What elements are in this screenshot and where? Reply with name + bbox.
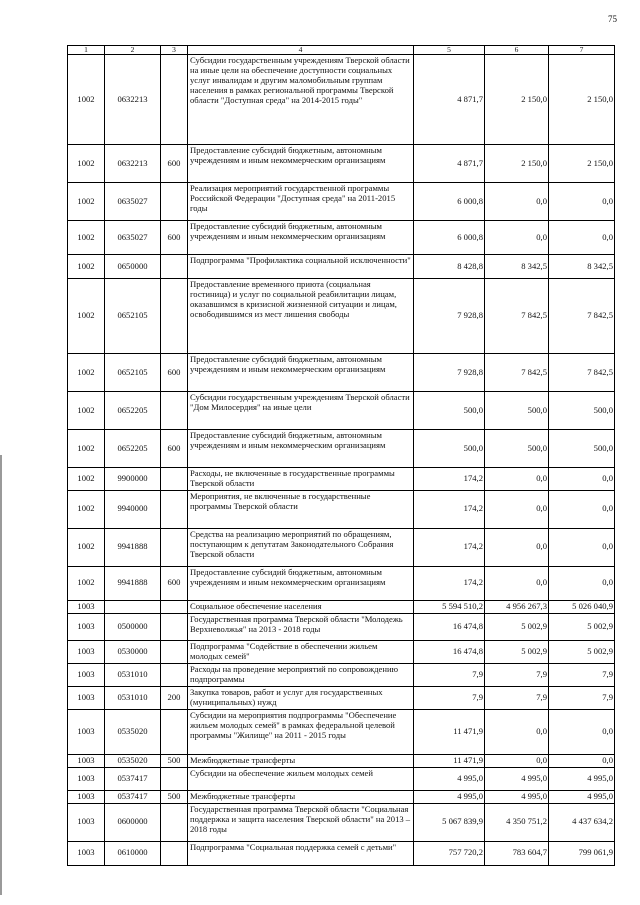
item-name: Субсидии на мероприятия подпрограммы "Обеспечение жильем молодых семей" в рамках федеральной целевой программы "Жилище" на 2011 - 2015 годы xyxy=(188,709,414,754)
header-col-7: 7 xyxy=(549,46,615,55)
item-name: Предоставление субсидий бюджетным, автономным учреждениям и иным некоммерческим организациям xyxy=(188,145,414,183)
section-code: 1002 xyxy=(68,430,105,468)
amount-col-5: 757 720,2 xyxy=(414,841,485,865)
amount-col-7: 500,0 xyxy=(549,392,615,430)
item-name: Предоставление субсидий бюджетным, автономным учреждениям и иным некоммерческим организациям xyxy=(188,566,414,600)
section-code: 1002 xyxy=(68,490,105,528)
target-article: 0635027 xyxy=(105,183,161,221)
header-col-5: 5 xyxy=(414,46,485,55)
target-article: 0535020 xyxy=(105,754,161,767)
section-code: 1003 xyxy=(68,686,105,709)
target-article: 0652205 xyxy=(105,392,161,430)
table-row xyxy=(68,528,615,566)
table-row xyxy=(68,55,615,145)
expense-type xyxy=(161,709,188,754)
item-name: Субсидии государственным учреждениям Тверской области на иные цели на обеспечение доступности социальных услуг инвалидам и другим маломобильным группам населения в рамках региональной программы Тверской области "Доступная среда" на 2014-2015 годы" xyxy=(188,55,414,145)
amount-col-7: 0,0 xyxy=(549,528,615,566)
item-name: Межбюджетные трансферты xyxy=(188,754,414,767)
amount-col-6: 4 350 751,2 xyxy=(485,803,549,841)
item-name: Предоставление субсидий бюджетным, автономным учреждениям и иным некоммерческим организациям xyxy=(188,430,414,468)
item-name: Реализация мероприятий государственной программы Российской Федерации "Доступная среда" на 2011-2015 годы xyxy=(188,183,414,221)
item-name: Закупка товаров, работ и услуг для государственных (муниципальных) нужд xyxy=(188,686,414,709)
header-col-2: 2 xyxy=(105,46,161,55)
amount-col-6: 8 342,5 xyxy=(485,255,549,279)
amount-col-5: 174,2 xyxy=(414,528,485,566)
header-col-1: 1 xyxy=(68,46,105,55)
amount-col-6: 783 604,7 xyxy=(485,841,549,865)
section-code: 1003 xyxy=(68,803,105,841)
item-name: Субсидии государственным учреждениям Тверской области "Дом Милосердия" на иные цели xyxy=(188,392,414,430)
header-col-3: 3 xyxy=(161,46,188,55)
table-row xyxy=(68,255,615,279)
amount-col-6: 7,9 xyxy=(485,686,549,709)
item-name: Средства на реализацию мероприятий по обращениям, поступающим к депутатам Законодательного Собрания Тверской области xyxy=(188,528,414,566)
section-code: 1003 xyxy=(68,600,105,613)
item-name: Мероприятия, не включенные в государственные программы Тверской области xyxy=(188,490,414,528)
amount-col-7: 5 002,9 xyxy=(549,640,615,663)
amount-col-7: 7,9 xyxy=(549,663,615,686)
page-number: 75 xyxy=(608,14,617,24)
amount-col-6: 0,0 xyxy=(485,528,549,566)
amount-col-7: 0,0 xyxy=(549,468,615,491)
table-row xyxy=(68,640,615,663)
amount-col-7: 5 002,9 xyxy=(549,613,615,640)
table-row xyxy=(68,709,615,754)
section-code: 1002 xyxy=(68,279,105,354)
amount-col-7: 0,0 xyxy=(549,709,615,754)
table-row xyxy=(68,803,615,841)
amount-col-7: 5 026 040,9 xyxy=(549,600,615,613)
amount-col-7: 7,9 xyxy=(549,686,615,709)
amount-col-5: 6 000,8 xyxy=(414,221,485,255)
target-article: 0650000 xyxy=(105,255,161,279)
expense-type: 600 xyxy=(161,566,188,600)
amount-col-6: 0,0 xyxy=(485,566,549,600)
amount-col-5: 7 928,8 xyxy=(414,279,485,354)
expense-type: 500 xyxy=(161,790,188,803)
item-name: Подпрограмма "Социальная поддержка семей с детьми" xyxy=(188,841,414,865)
amount-col-6: 0,0 xyxy=(485,709,549,754)
amount-col-6: 0,0 xyxy=(485,183,549,221)
section-code: 1003 xyxy=(68,767,105,790)
budget-table xyxy=(67,45,615,866)
expense-type xyxy=(161,528,188,566)
section-code: 1003 xyxy=(68,663,105,686)
expense-type xyxy=(161,279,188,354)
amount-col-6: 500,0 xyxy=(485,392,549,430)
amount-col-7: 8 342,5 xyxy=(549,255,615,279)
table-row xyxy=(68,354,615,392)
target-article: 0500000 xyxy=(105,613,161,640)
amount-col-7: 4 995,0 xyxy=(549,790,615,803)
target-article xyxy=(105,600,161,613)
amount-col-5: 174,2 xyxy=(414,468,485,491)
scan-edge-mark xyxy=(0,455,2,895)
table-row xyxy=(68,566,615,600)
amount-col-5: 6 000,8 xyxy=(414,183,485,221)
expense-type xyxy=(161,841,188,865)
target-article: 0535020 xyxy=(105,709,161,754)
amount-col-5: 11 471,9 xyxy=(414,754,485,767)
amount-col-5: 5 067 839,9 xyxy=(414,803,485,841)
section-code: 1003 xyxy=(68,841,105,865)
amount-col-5: 7 928,8 xyxy=(414,354,485,392)
item-name: Подпрограмма "Содействие в обеспечении жильем молодых семей" xyxy=(188,640,414,663)
header-col-6: 6 xyxy=(485,46,549,55)
amount-col-5: 500,0 xyxy=(414,392,485,430)
expense-type xyxy=(161,183,188,221)
item-name: Предоставление временного приюта (социальная гостиница) и услуг по социальной реабилитации лицам, оказавшимся в кризисной жизненной ситуации и лицам, освободившимся из мест лишения свободы xyxy=(188,279,414,354)
section-code: 1002 xyxy=(68,468,105,491)
section-code: 1003 xyxy=(68,613,105,640)
item-name: Социальное обеспечение населения xyxy=(188,600,414,613)
section-code: 1003 xyxy=(68,709,105,754)
item-name: Предоставление субсидий бюджетным, автономным учреждениям и иным некоммерческим организациям xyxy=(188,221,414,255)
header-col-4: 4 xyxy=(188,46,414,55)
item-name: Государственная программа Тверской области "Социальная поддержка и защита населения Тверской области" на 2013 – 2018 годы xyxy=(188,803,414,841)
target-article: 9940000 xyxy=(105,490,161,528)
table-row xyxy=(68,430,615,468)
section-code: 1002 xyxy=(68,183,105,221)
amount-col-5: 174,2 xyxy=(414,490,485,528)
item-name: Государственная программа Тверской области "Молодежь Верхневолжья" на 2013 - 2018 годы xyxy=(188,613,414,640)
target-article: 0530000 xyxy=(105,640,161,663)
target-article: 0600000 xyxy=(105,803,161,841)
table-row xyxy=(68,468,615,491)
item-name: Субсидии на обеспечение жильем молодых семей xyxy=(188,767,414,790)
table-row xyxy=(68,686,615,709)
amount-col-7: 2 150,0 xyxy=(549,145,615,183)
section-code: 1002 xyxy=(68,145,105,183)
header-row xyxy=(68,46,615,55)
amount-col-5: 7,9 xyxy=(414,663,485,686)
expense-type xyxy=(161,490,188,528)
target-article: 0531010 xyxy=(105,686,161,709)
amount-col-6: 0,0 xyxy=(485,754,549,767)
amount-col-5: 7,9 xyxy=(414,686,485,709)
amount-col-7: 0,0 xyxy=(549,490,615,528)
table-row xyxy=(68,183,615,221)
section-code: 1003 xyxy=(68,754,105,767)
section-code: 1002 xyxy=(68,55,105,145)
target-article: 9941888 xyxy=(105,528,161,566)
section-code: 1002 xyxy=(68,566,105,600)
item-name: Расходы, не включенные в государственные программы Тверской области xyxy=(188,468,414,491)
amount-col-6: 2 150,0 xyxy=(485,55,549,145)
amount-col-6: 0,0 xyxy=(485,468,549,491)
expense-type xyxy=(161,767,188,790)
amount-col-6: 5 002,9 xyxy=(485,640,549,663)
section-code: 1002 xyxy=(68,255,105,279)
amount-col-6: 500,0 xyxy=(485,430,549,468)
amount-col-7: 7 842,5 xyxy=(549,279,615,354)
table-row xyxy=(68,145,615,183)
expense-type xyxy=(161,803,188,841)
item-name: Межбюджетные трансферты xyxy=(188,790,414,803)
amount-col-6: 0,0 xyxy=(485,490,549,528)
expense-type: 600 xyxy=(161,221,188,255)
amount-col-6: 5 002,9 xyxy=(485,613,549,640)
expense-type xyxy=(161,55,188,145)
expense-type xyxy=(161,613,188,640)
amount-col-7: 799 061,9 xyxy=(549,841,615,865)
expense-type xyxy=(161,663,188,686)
target-article: 0531010 xyxy=(105,663,161,686)
table-row xyxy=(68,490,615,528)
amount-col-5: 4 995,0 xyxy=(414,790,485,803)
amount-col-5: 16 474,8 xyxy=(414,613,485,640)
expense-type xyxy=(161,392,188,430)
amount-col-5: 11 471,9 xyxy=(414,709,485,754)
table-row xyxy=(68,600,615,613)
amount-col-5: 5 594 510,2 xyxy=(414,600,485,613)
amount-col-5: 8 428,8 xyxy=(414,255,485,279)
amount-col-6: 2 150,0 xyxy=(485,145,549,183)
amount-col-5: 4 995,0 xyxy=(414,767,485,790)
table-row xyxy=(68,663,615,686)
expense-type xyxy=(161,640,188,663)
amount-col-7: 4 437 634,2 xyxy=(549,803,615,841)
amount-col-7: 7 842,5 xyxy=(549,354,615,392)
target-article: 9941888 xyxy=(105,566,161,600)
target-article: 0610000 xyxy=(105,841,161,865)
table-row xyxy=(68,613,615,640)
item-name: Подпрограмма "Профилактика социальной исключенности" xyxy=(188,255,414,279)
expense-type: 600 xyxy=(161,145,188,183)
amount-col-6: 4 956 267,3 xyxy=(485,600,549,613)
target-article: 0652105 xyxy=(105,279,161,354)
target-article: 9900000 xyxy=(105,468,161,491)
amount-col-7: 0,0 xyxy=(549,754,615,767)
amount-col-5: 16 474,8 xyxy=(414,640,485,663)
amount-col-7: 0,0 xyxy=(549,221,615,255)
item-name: Расходы на проведение мероприятий по сопровождению подпрограммы xyxy=(188,663,414,686)
amount-col-6: 7,9 xyxy=(485,663,549,686)
table-row xyxy=(68,392,615,430)
amount-col-6: 0,0 xyxy=(485,221,549,255)
expense-type: 600 xyxy=(161,354,188,392)
table-row xyxy=(68,221,615,255)
target-article: 0652205 xyxy=(105,430,161,468)
amount-col-5: 4 871,7 xyxy=(414,145,485,183)
amount-col-7: 2 150,0 xyxy=(549,55,615,145)
amount-col-5: 4 871,7 xyxy=(414,55,485,145)
amount-col-5: 500,0 xyxy=(414,430,485,468)
expense-type: 200 xyxy=(161,686,188,709)
section-code: 1002 xyxy=(68,392,105,430)
expense-type xyxy=(161,468,188,491)
table-row xyxy=(68,767,615,790)
section-code: 1003 xyxy=(68,640,105,663)
amount-col-7: 500,0 xyxy=(549,430,615,468)
target-article: 0632213 xyxy=(105,145,161,183)
amount-col-5: 174,2 xyxy=(414,566,485,600)
amount-col-6: 4 995,0 xyxy=(485,790,549,803)
amount-col-6: 7 842,5 xyxy=(485,354,549,392)
section-code: 1002 xyxy=(68,221,105,255)
amount-col-7: 0,0 xyxy=(549,566,615,600)
amount-col-6: 7 842,5 xyxy=(485,279,549,354)
table-row xyxy=(68,841,615,865)
amount-col-6: 4 995,0 xyxy=(485,767,549,790)
item-name: Предоставление субсидий бюджетным, автономным учреждениям и иным некоммерческим организациям xyxy=(188,354,414,392)
table-row xyxy=(68,754,615,767)
target-article: 0632213 xyxy=(105,55,161,145)
table-row xyxy=(68,790,615,803)
expense-type: 600 xyxy=(161,430,188,468)
target-article: 0537417 xyxy=(105,790,161,803)
amount-col-7: 4 995,0 xyxy=(549,767,615,790)
target-article: 0635027 xyxy=(105,221,161,255)
section-code: 1002 xyxy=(68,354,105,392)
target-article: 0652105 xyxy=(105,354,161,392)
section-code: 1002 xyxy=(68,528,105,566)
expense-type: 500 xyxy=(161,754,188,767)
expense-type xyxy=(161,255,188,279)
target-article: 0537417 xyxy=(105,767,161,790)
section-code: 1003 xyxy=(68,790,105,803)
expense-type xyxy=(161,600,188,613)
table-row xyxy=(68,279,615,354)
amount-col-7: 0,0 xyxy=(549,183,615,221)
